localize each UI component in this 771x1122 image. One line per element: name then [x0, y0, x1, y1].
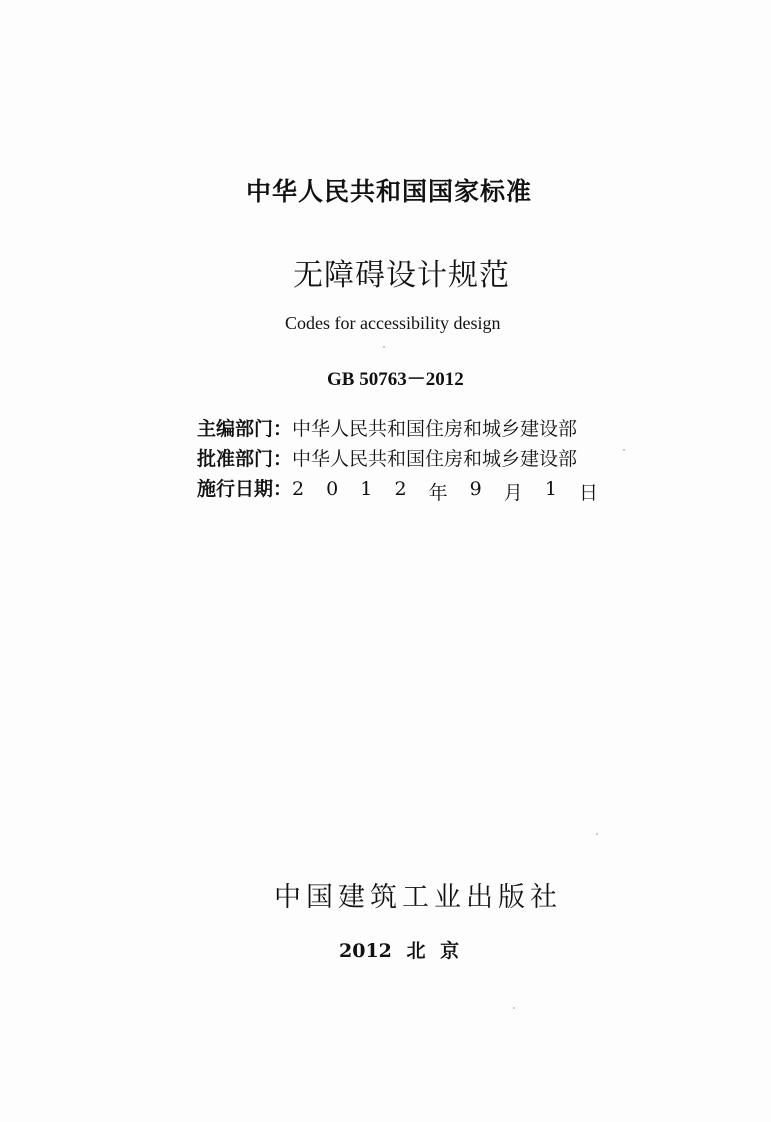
effective-date-label: 施行日期： [197, 478, 293, 500]
effective-date-row [197, 474, 598, 504]
effective-date-part: 日 [578, 482, 598, 504]
publication-year-place: 2012 北 京 [339, 940, 460, 962]
scan-speck [383, 346, 385, 348]
effective-date-part: 月 [503, 482, 523, 504]
scan-speck [596, 833, 598, 835]
effective-date-part: 0 [326, 478, 339, 500]
national-standard-heading: 中华人民共和国国家标准 [246, 177, 533, 206]
effective-date-part: 1 [360, 478, 373, 500]
effective-date-part: 年 [428, 482, 448, 504]
effective-date-part: 2 [394, 478, 407, 500]
document-title-chinese: 无障碍设计规范 [293, 258, 510, 293]
document-title-english: Codes for accessibility design [285, 313, 501, 333]
approving-department-label: 批准部门： [197, 448, 293, 470]
effective-date-part: 2 [292, 478, 305, 500]
effective-date-value [292, 478, 598, 505]
scan-speck [623, 449, 625, 451]
editing-department-label: 主编部门： [197, 418, 293, 440]
publisher-name: 中国建筑工业出版社 [274, 882, 562, 913]
editing-department-row [197, 414, 577, 438]
effective-date-part: 9 [469, 478, 482, 500]
scan-speck [513, 1007, 515, 1009]
effective-date-part: 1 [544, 478, 557, 500]
approving-department-row [197, 444, 577, 468]
standard-number: GB 50763－2012 [327, 369, 464, 390]
approving-department-value: 中华人民共和国住房和城乡建设部 [292, 448, 578, 470]
editing-department-value: 中华人民共和国住房和城乡建设部 [292, 418, 578, 440]
